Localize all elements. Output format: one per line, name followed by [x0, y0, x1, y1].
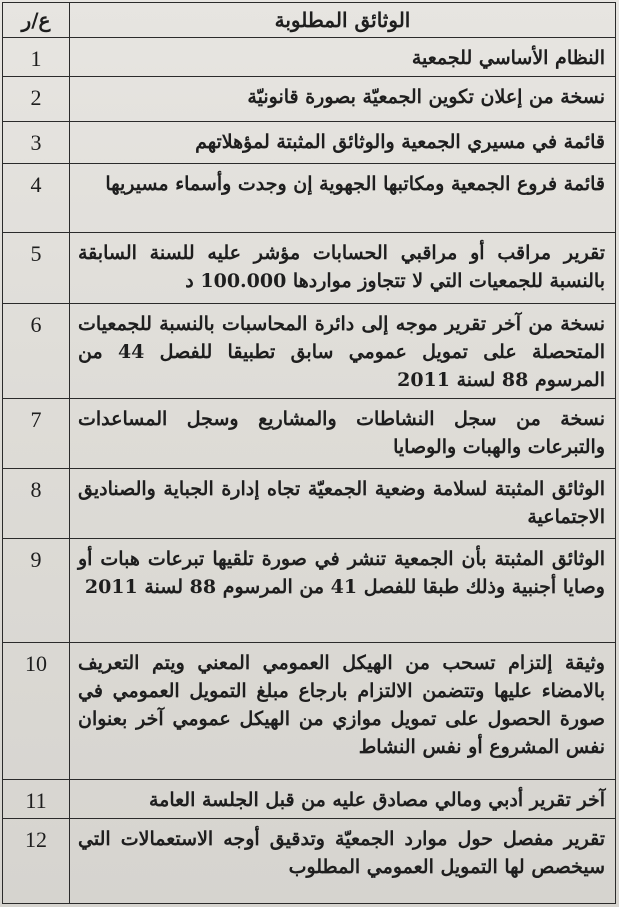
header-number: ع/ر	[3, 3, 70, 38]
row-text: آخر تقرير أدبي ومالي مصادق عليه من قبل الجلسة العامة	[70, 780, 616, 819]
row-text: تقرير مراقب أو مراقبي الحسابات مؤشر عليه للسنة السابقة بالنسبة للجمعيات التي لا تتجاوز مواردها 100.000 د	[70, 233, 616, 304]
row-number: 11	[3, 780, 70, 819]
table-header-row	[3, 3, 616, 38]
table-row	[3, 819, 616, 904]
row-number: 4	[3, 164, 70, 233]
table-row	[3, 77, 616, 122]
row-text: وثيقة إلتزام تسحب من الهيكل العمومي المعني ويتم التعريف بالامضاء عليها وتتضمن الالتزام بارجاع مبلغ التمويل العمومي في صورة الحصول على تمويل موازي من الهيكل عمومي آخر بعنوان نفس المشروع أو نفس النشاط	[70, 643, 616, 780]
row-text: تقرير مفصل حول موارد الجمعيّة وتدقيق أوجه الاستعمالات التي سيخصص لها التمويل العمومي المطلوب	[70, 819, 616, 904]
required-documents-table	[2, 2, 616, 904]
table-row	[3, 304, 616, 399]
row-number: 6	[3, 304, 70, 399]
table-row	[3, 539, 616, 643]
table-row	[3, 469, 616, 539]
header-documents: الوثائق المطلوبة	[70, 3, 616, 38]
row-number: 1	[3, 38, 70, 77]
row-text: قائمة في مسيري الجمعية والوثائق المثبتة لمؤهلاتهم	[70, 122, 616, 164]
row-text: الوثائق المثبتة بأن الجمعية تنشر في صورة تلقيها تبرعات هبات أو وصايا أجنبية وذلك طبقا للفصل 41 من المرسوم 88 لسنة 2011	[70, 539, 616, 643]
table-row	[3, 38, 616, 77]
table-row	[3, 643, 616, 780]
row-text: نسخة من سجل النشاطات والمشاريع وسجل المساعدات والتبرعات والهبات والوصايا	[70, 399, 616, 469]
row-number: 2	[3, 77, 70, 122]
row-number: 3	[3, 122, 70, 164]
row-number: 9	[3, 539, 70, 643]
row-number: 10	[3, 643, 70, 780]
table-row	[3, 399, 616, 469]
row-number: 7	[3, 399, 70, 469]
row-number: 8	[3, 469, 70, 539]
row-text: النظام الأساسي للجمعية	[70, 38, 616, 77]
row-text: نسخة من إعلان تكوين الجمعيّة بصورة قانونيّة	[70, 77, 616, 122]
table-row	[3, 780, 616, 819]
row-text: الوثائق المثبتة لسلامة وضعية الجمعيّة تجاه إدارة الجباية والصناديق الاجتماعية	[70, 469, 616, 539]
table-row	[3, 164, 616, 233]
row-number: 5	[3, 233, 70, 304]
table-row	[3, 233, 616, 304]
row-text: نسخة من آخر تقرير موجه إلى دائرة المحاسبات بالنسبة للجمعيات المتحصلة على تمويل عمومي سابق تطبيقا للفصل 44 من المرسوم 88 لسنة 2011	[70, 304, 616, 399]
row-text: قائمة فروع الجمعية ومكاتبها الجهوية إن وجدت وأسماء مسيريها	[70, 164, 616, 233]
row-number: 12	[3, 819, 70, 904]
table-row	[3, 122, 616, 164]
